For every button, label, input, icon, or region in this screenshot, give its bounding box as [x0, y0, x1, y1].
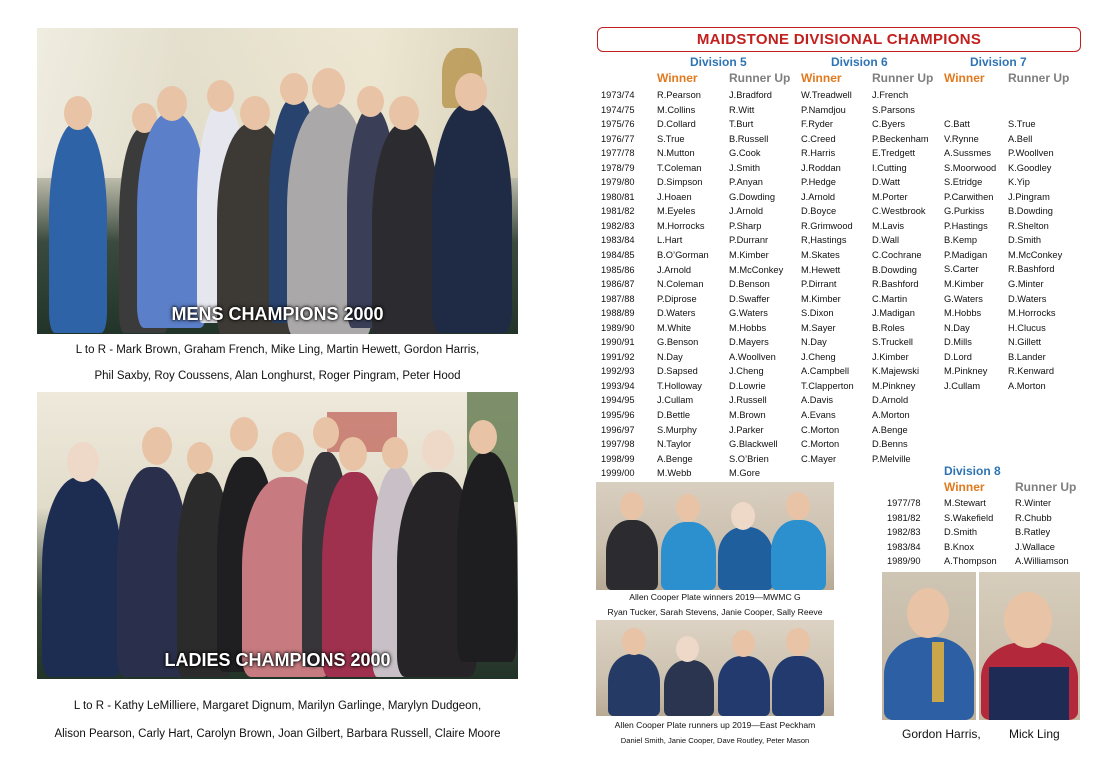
- winner-cell: A.Campbell: [801, 366, 850, 377]
- season-cell: 1975/76: [601, 119, 635, 130]
- runner-up-cell: D.Benson: [729, 279, 770, 290]
- runner-up-cell: P.Durranr: [729, 235, 769, 246]
- runner-up-cell: S.O’Brien: [729, 453, 769, 464]
- winner-cell: A.Thompson: [944, 556, 997, 567]
- season-cell: 1983/84: [601, 235, 635, 246]
- season-cell: 1992/93: [601, 366, 635, 377]
- winner-cell: J.Cheng: [801, 351, 836, 362]
- division6-header: Division 6: [831, 55, 888, 69]
- runner-up-cell: B.Russell: [729, 133, 769, 144]
- winner-cell: J.Arnold: [657, 264, 692, 275]
- division5-years: [601, 88, 635, 481]
- runner-up-cell: C.Martin: [872, 293, 908, 304]
- season-cell: 1984/85: [601, 250, 635, 261]
- runner-up-cell: M.Pinkney: [872, 380, 916, 391]
- winner-cell: N.Day: [657, 351, 683, 362]
- winner-cell: W.Treadwell: [801, 90, 852, 100]
- winner-cell: C.Creed: [801, 133, 836, 144]
- plate-winners-caption: Allen Cooper Plate winners 2019—MWMC G: [629, 592, 801, 602]
- portrait-gordon-harris: [882, 572, 976, 720]
- runner-up-cell: G.Cook: [729, 148, 761, 159]
- division8-winners: [944, 496, 997, 569]
- division8-runners-up: [1015, 496, 1069, 569]
- mens-photo-overlay-title: MENS CHAMPIONS 2000: [171, 304, 384, 324]
- division7-runners-up: [1008, 117, 1062, 393]
- div7-runnerup-header: Runner Up: [1008, 71, 1070, 85]
- winner-cell: J.Roddan: [801, 162, 841, 173]
- runner-up-cell: J.Pingram: [1008, 191, 1050, 202]
- runner-up-cell: A.Benge: [872, 424, 908, 435]
- plate-winners-names: Ryan Tucker, Sarah Stevens, Janie Cooper, Sally Reeve: [607, 607, 823, 617]
- winner-cell: J.Arnold: [801, 191, 836, 202]
- winner-cell: B.Kemp: [944, 235, 978, 246]
- season-cell: 1991/92: [601, 351, 635, 362]
- runner-up-cell: G.Dowding: [729, 191, 775, 202]
- season-cell: 1994/95: [601, 395, 635, 406]
- winner-cell: J.Cullam: [944, 380, 981, 391]
- ladies-caption-line2: Alison Pearson, Carly Hart, Carolyn Brown, Joan Gilbert, Barbara Russell, Claire Moore: [54, 728, 501, 740]
- winner-cell: M.Sayer: [801, 322, 836, 333]
- plate-runners-caption: Allen Cooper Plate runners up 2019—East Peckham: [614, 720, 816, 730]
- div6-runnerup-header: Runner Up: [872, 71, 934, 85]
- runner-up-cell: A.Williamson: [1015, 556, 1069, 567]
- runner-up-cell: J.French: [872, 90, 909, 100]
- ladies-champions-photo: [37, 392, 518, 679]
- div8-runnerup-header: Runner Up: [1015, 480, 1077, 494]
- winner-cell: M.Eyeles: [657, 206, 696, 217]
- division6-runners-up: [872, 88, 929, 466]
- winner-cell: R.Pearson: [657, 90, 701, 100]
- winner-cell: P.Hedge: [801, 177, 836, 188]
- season-cell: 1983/84: [887, 541, 921, 552]
- runner-up-cell: K.Goodley: [1008, 162, 1052, 173]
- runner-up-cell: J.Smith: [729, 162, 760, 173]
- winner-cell: C.Morton: [801, 439, 840, 450]
- runner-up-cell: G.Waters: [729, 308, 768, 319]
- runner-up-cell: K.Majewski: [872, 366, 920, 377]
- runner-up-cell: R.Shelton: [1008, 220, 1049, 231]
- division7-winners: [944, 117, 996, 393]
- runner-up-cell: M.Horrocks: [1008, 308, 1056, 319]
- division5-header: Division 5: [690, 55, 747, 69]
- runner-up-cell: P.Sharp: [729, 220, 762, 231]
- winner-cell: A.Davis: [801, 395, 834, 406]
- winner-cell: M.Hewett: [801, 264, 841, 275]
- season-cell: 1981/82: [887, 512, 921, 523]
- runner-up-cell: D.Mayers: [729, 337, 769, 348]
- winner-cell: F.Ryder: [801, 119, 834, 130]
- winner-cell: A.Evans: [801, 410, 836, 421]
- winner-cell: R,Hastings: [801, 235, 847, 246]
- season-cell: 1981/82: [601, 206, 635, 217]
- winner-cell: S.Carter: [944, 264, 979, 275]
- runner-up-cell: B.Ratley: [1015, 527, 1051, 538]
- portrait-mick-ling: [979, 572, 1080, 720]
- runner-up-cell: B.Dowding: [1008, 206, 1053, 217]
- runner-up-cell: J.Cheng: [729, 366, 764, 377]
- runner-up-cell: I.Cutting: [872, 162, 907, 173]
- div6-winner-header: Winner: [801, 71, 842, 85]
- season-cell: 1999/00: [601, 468, 635, 479]
- runner-up-cell: D.Swaffer: [729, 293, 770, 304]
- season-cell: 1987/88: [601, 293, 635, 304]
- season-cell: 1998/99: [601, 453, 635, 464]
- runner-up-cell: S.Truckell: [872, 337, 913, 348]
- runner-up-cell: D.Smith: [1008, 235, 1042, 246]
- winner-cell: M.Collins: [657, 104, 696, 115]
- runner-up-cell: K.Yip: [1008, 177, 1030, 188]
- runner-up-cell: R.Chubb: [1015, 512, 1052, 523]
- runner-up-cell: R.Kenward: [1008, 366, 1054, 377]
- winner-cell: D.Simpson: [657, 177, 703, 188]
- winner-cell: P.Namdjou: [801, 104, 846, 115]
- runner-up-cell: C.Westbrook: [872, 206, 926, 217]
- runner-up-cell: D.Wall: [872, 235, 900, 246]
- winner-cell: L.Hart: [657, 235, 683, 246]
- portrait-right-name: Mick Ling: [1009, 727, 1060, 741]
- div5-winner-header: Winner: [657, 71, 698, 85]
- winner-cell: M.White: [657, 322, 692, 333]
- winner-cell: S.True: [657, 133, 685, 144]
- runner-up-cell: M.McConkey: [729, 264, 784, 275]
- season-cell: 1995/96: [601, 410, 635, 421]
- runner-up-cell: H.Clucus: [1008, 322, 1046, 333]
- season-cell: 1982/83: [887, 527, 921, 538]
- runner-up-cell: J.Parker: [729, 424, 764, 435]
- winner-cell: M.Skates: [801, 250, 840, 261]
- runner-up-cell: D.Benns: [872, 439, 908, 450]
- winner-cell: T.Holloway: [657, 380, 702, 391]
- winner-cell: P.Madigan: [944, 249, 988, 260]
- winner-cell: S.Etridge: [944, 177, 983, 188]
- season-cell: 1996/97: [601, 424, 635, 435]
- winner-cell: N.Day: [944, 322, 970, 333]
- runner-up-cell: C.Byers: [872, 119, 906, 130]
- winner-cell: A.Benge: [657, 453, 693, 464]
- season-cell: 1979/80: [601, 177, 635, 188]
- season-cell: 1976/77: [601, 133, 635, 144]
- winner-cell: A.Sussmes: [944, 148, 992, 159]
- runner-up-cell: P.Melville: [872, 453, 911, 464]
- portrait-left-name: Gordon Harris,: [902, 727, 981, 741]
- season-cell: 1997/98: [601, 439, 635, 450]
- winner-cell: B.O’Gorman: [657, 250, 709, 261]
- winner-cell: P.Diprose: [657, 293, 697, 304]
- runner-up-cell: J.Bradford: [729, 90, 772, 100]
- winner-cell: M.Webb: [657, 468, 692, 479]
- division8-years: [887, 496, 921, 569]
- mens-caption-line1: L to R - Mark Brown, Graham French, Mike Ling, Martin Hewett, Gordon Harris,: [75, 344, 480, 356]
- runner-up-cell: G.Minter: [1008, 279, 1044, 290]
- runner-up-cell: N.Gillett: [1008, 337, 1042, 348]
- runner-up-cell: P.Woollven: [1008, 148, 1054, 159]
- winner-cell: S.Dixon: [801, 308, 834, 319]
- division8-header: Division 8: [944, 464, 1001, 478]
- winner-cell: J.Cullam: [657, 395, 694, 406]
- winner-cell: C.Mayer: [801, 453, 837, 464]
- season-cell: 1974/75: [601, 104, 635, 115]
- runner-up-cell: R.Bashford: [1008, 264, 1055, 275]
- season-cell: 1989/90: [887, 556, 921, 567]
- runner-up-cell: B.Roles: [872, 322, 905, 333]
- runner-up-cell: B.Dowding: [872, 264, 917, 275]
- winner-cell: M.Kimber: [801, 293, 841, 304]
- winner-cell: C.Morton: [801, 424, 840, 435]
- runner-up-cell: R.Witt: [729, 104, 755, 115]
- runner-up-cell: P.Anyan: [729, 177, 763, 188]
- season-cell: 1977/78: [601, 148, 635, 159]
- winner-cell: P.Dirrant: [801, 279, 837, 290]
- season-cell: 1973/74: [601, 90, 635, 100]
- winner-cell: M.Hobbs: [944, 308, 982, 319]
- runner-up-cell: A.Morton: [872, 410, 910, 421]
- plate-runners-names: Daniel Smith, Janie Cooper, Dave Routley, Peter Mason: [620, 736, 810, 745]
- division5-winners: [657, 88, 709, 481]
- ladies-caption-line1: L to R - Kathy LeMilliere, Margaret Dignum, Marilyn Garlinge, Marylyn Dudgeon,: [73, 700, 482, 712]
- winner-cell: N.Coleman: [657, 279, 704, 290]
- winner-cell: R.Grimwood: [801, 220, 853, 231]
- season-cell: 1989/90: [601, 322, 635, 333]
- runner-up-cell: A.Woollven: [729, 351, 776, 362]
- runner-up-cell: M.Gore: [729, 468, 760, 479]
- runner-up-cell: B.Lander: [1008, 351, 1046, 362]
- winner-cell: M.Stewart: [944, 498, 986, 508]
- mens-champions-photo: [37, 28, 518, 334]
- runner-up-cell: M.Lavis: [872, 220, 905, 231]
- winner-cell: S.Murphy: [657, 424, 697, 435]
- winner-cell: P.Hastings: [944, 220, 988, 231]
- winner-cell: P.Carwithen: [944, 191, 994, 202]
- winner-cell: B.Knox: [944, 541, 974, 552]
- runner-up-cell: A.Bell: [1008, 133, 1033, 144]
- winner-cell: G.Purkiss: [944, 206, 985, 217]
- runner-up-cell: D.Arnold: [872, 395, 909, 406]
- winner-cell: T.Clapperton: [801, 380, 854, 391]
- runner-up-cell: R.Winter: [1015, 498, 1052, 508]
- div7-winner-header: Winner: [944, 71, 985, 85]
- winner-cell: S.Moorwood: [944, 162, 997, 173]
- winner-cell: R.Harris: [801, 148, 836, 159]
- runner-up-cell: A.Morton: [1008, 380, 1046, 391]
- runner-up-cell: C.Cochrane: [872, 250, 922, 261]
- winner-cell: M.Horrocks: [657, 220, 705, 231]
- season-cell: 1978/79: [601, 162, 635, 173]
- season-cell: 1977/78: [887, 498, 921, 508]
- winner-cell: D.Mills: [944, 337, 972, 348]
- runner-up-cell: R.Bashford: [872, 279, 919, 290]
- winner-cell: D.Bettle: [657, 410, 691, 421]
- runner-up-cell: M.McConkey: [1008, 249, 1063, 260]
- season-cell: 1980/81: [601, 191, 635, 202]
- winner-cell: D.Sapsed: [657, 366, 698, 377]
- ladies-photo-overlay-title: LADIES CHAMPIONS 2000: [164, 650, 391, 670]
- winner-cell: V.Rynne: [944, 133, 979, 144]
- winner-cell: N.Taylor: [657, 439, 692, 450]
- runner-up-cell: J.Wallace: [1015, 541, 1055, 552]
- season-cell: 1993/94: [601, 380, 635, 391]
- plate-winners-photo: [596, 482, 834, 590]
- division6-winners: [801, 88, 854, 466]
- runner-up-cell: M.Brown: [729, 410, 766, 421]
- winner-cell: D.Boyce: [801, 206, 837, 217]
- winner-cell: M.Kimber: [944, 279, 984, 290]
- division7-header: Division 7: [970, 55, 1027, 69]
- winner-cell: G.Waters: [944, 293, 983, 304]
- runner-up-cell: D.Waters: [1008, 293, 1047, 304]
- page-title: MAIDSTONE DIVISIONAL CHAMPIONS: [597, 27, 1081, 52]
- runner-up-cell: P.Beckenham: [872, 133, 929, 144]
- season-cell: 1982/83: [601, 220, 635, 231]
- plate-runners-photo: [596, 620, 834, 716]
- winner-cell: T.Coleman: [657, 162, 702, 173]
- winner-cell: D.Smith: [944, 527, 978, 538]
- div5-runnerup-header: Runner Up: [729, 71, 791, 85]
- winner-cell: S.Wakefield: [944, 512, 994, 523]
- runner-up-cell: J.Kimber: [872, 351, 909, 362]
- mens-caption-line2: Phil Saxby, Roy Coussens, Alan Longhurst, Roger Pingram, Peter Hood: [94, 370, 461, 382]
- runner-up-cell: J.Arnold: [729, 206, 764, 217]
- runner-up-cell: S.True: [1008, 119, 1036, 129]
- runner-up-cell: S.Parsons: [872, 104, 915, 115]
- winner-cell: N.Day: [801, 337, 827, 348]
- runner-up-cell: D.Lowrie: [729, 380, 766, 391]
- season-cell: 1988/89: [601, 308, 635, 319]
- runner-up-cell: J.Madigan: [872, 308, 915, 319]
- winner-cell: M.Pinkney: [944, 366, 988, 377]
- runner-up-cell: T.Burt: [729, 119, 754, 130]
- runner-up-cell: E.Tredgett: [872, 148, 916, 159]
- runner-up-cell: M.Kimber: [729, 250, 769, 261]
- runner-up-cell: M.Hobbs: [729, 322, 767, 333]
- div8-winner-header: Winner: [944, 480, 985, 494]
- winner-cell: J.Hoaen: [657, 191, 692, 202]
- winner-cell: G.Benson: [657, 337, 699, 348]
- season-cell: 1986/87: [601, 279, 635, 290]
- division5-runners-up: [729, 88, 783, 481]
- season-cell: 1985/86: [601, 264, 635, 275]
- winner-cell: D.Collard: [657, 119, 696, 130]
- runner-up-cell: D.Watt: [872, 177, 901, 188]
- runner-up-cell: M.Porter: [872, 191, 908, 202]
- season-cell: 1990/91: [601, 337, 635, 348]
- runner-up-cell: G.Blackwell: [729, 439, 778, 450]
- winner-cell: D.Waters: [657, 308, 696, 319]
- runner-up-cell: J.Russell: [729, 395, 767, 406]
- winner-cell: N.Mutton: [657, 148, 695, 159]
- winner-cell: D.Lord: [944, 351, 972, 362]
- winner-cell: C.Batt: [944, 119, 970, 129]
